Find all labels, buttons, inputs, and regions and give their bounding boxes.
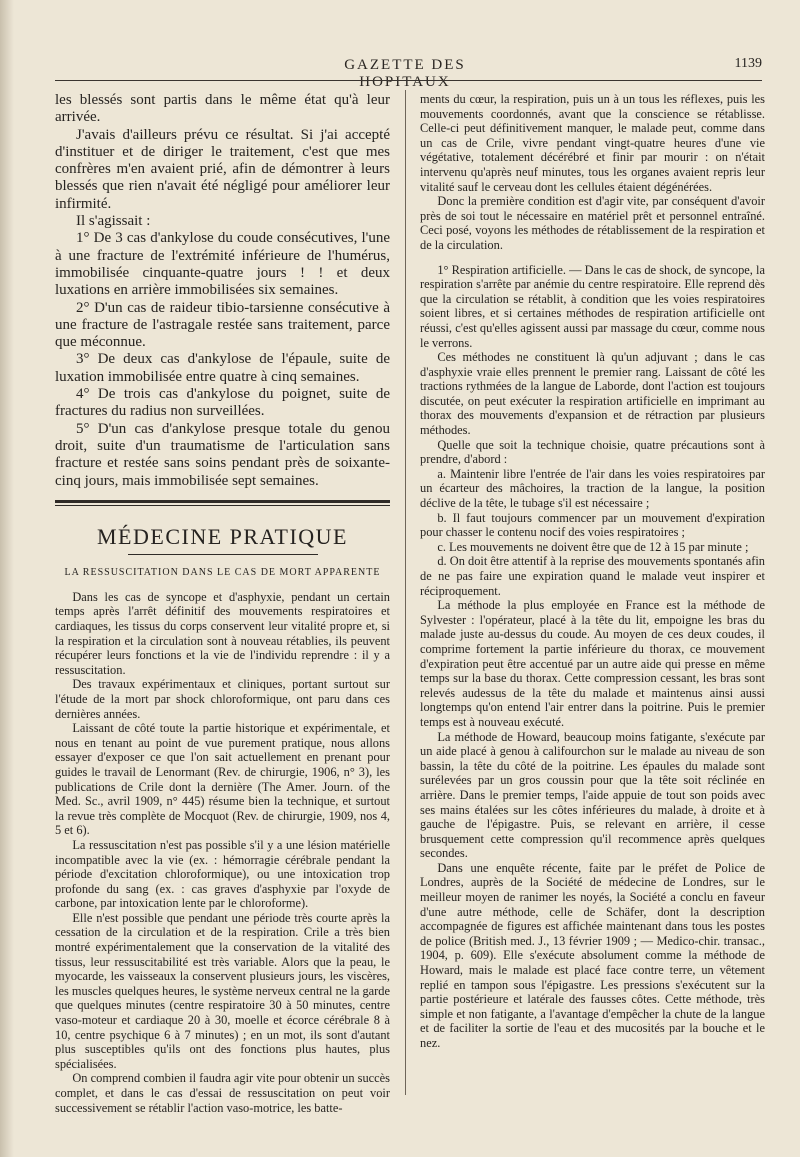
paragraph: Laissant de côté toute la partie historique et expérimentale, et nous en tenant au point de vue purement pratique, nous allons essayer d'exposer ce que l'on sait actuellement en prenant pour guides le travail de Lenormant (Rev. de chirurgie, 1906, n° 3), les publications de Crile dont la dernière (The Amer. Journ. of the Med. Sc., avril 1909, n° 445) résume bien la technique, et surtout la revue très complète de Mocquot (Rev. de chirurgie, 1909, nos 4, 5 et 6).: [55, 721, 390, 838]
paragraph: Il s'agissait :: [76, 213, 151, 230]
paragraph: Elle n'est possible que pendant une période très courte après la cessation de la circulation et de la respiration. Crile a très bien montré expérimentalement que la conservation de la vitalité des tissus, leur ressuscitabilité est très variable. Alors que la peau, le myocarde, les vaisseaux la conservent plusieurs jours, les viscères, les muscles quelques heures, le système nerveux central ne la garde que quelques minutes (centre respiratoire 30 à 50 minutes, centre vaso-moteur et cardiaque 20 à 30, moelle et écorce cérébrale 8 à 10, centre psychique 6 à 7 minutes) ; en un mot, ils sont d'autant plus susceptibles qu'ils ont des fonctions plus hautes, plus spécialisées.: [55, 910, 390, 1071]
left-column: [55, 92, 390, 1115]
paragraph: les blessés sont partis dans le même état qu'à leur arrivée.: [55, 92, 390, 126]
list-item: 3° De deux cas d'ankylose de l'épaule, suite de luxation immobilisée entre quatre à cinq semaines.: [55, 351, 390, 385]
list-item: d. On doit être attentif à la reprise des mouvements spontanés afin de ne pas faire une expiration quand le malade veut inspirer et réciproquement.: [420, 554, 765, 598]
list-item: 1° De 3 cas d'ankylose du coude consécutives, l'une à une fracture de l'extrémité inférieure de l'humérus, immobilisée cinquante-quatre jours ! ! et deux luxations en arrière immobilisées six semaines.: [55, 230, 390, 299]
list-item: 2° D'un cas de raideur tibio-tarsienne consécutive à une fracture de l'astragale restée sans traitement, parce que méconnue.: [55, 299, 390, 351]
list-item: b. Il faut toujours commencer par un mouvement d'expiration pour chasser le contenu nocif des voies respiratoires ;: [420, 510, 765, 540]
section-title: MÉDECINE PRATIQUE: [97, 523, 348, 549]
paragraph: ments du cœur, la respiration, puis un à un tous les réflexes, puis les mouvements coordonnés, avant que la conscience se rétablisse. Celle-ci peut définitivement manquer, le malade peut, comme dans un cas de Crile, vivre pendant vingt-quatre heures d'une vie végétative, totalement décérébré et finir par mourir : on n'était intervenu qu'après neuf minutes, tous les organes avaient repris leur vitalité sauf le cerveau dont les cellules étaient dégénérées.: [420, 92, 765, 194]
running-header-title: GAZETTE DES HOPITAUX: [344, 57, 466, 90]
article-subheading: LA RESSUSCITATION DANS LE CAS DE MORT APPARENTE: [64, 566, 381, 578]
section-divider-thin: [55, 505, 390, 506]
paragraph: 1° Respiration artificielle. — Dans le cas de shock, de syncope, la respiration s'arrête par anémie du centre respiratoire. Elle reprend dès que la circulation se rétablit, à condition que les voies respiratoires soient libres, et si certaines méthodes de respiration artificielle ont réussi, c'est qu'elles agissent aussi par massage du cœur, comme nous le verrons.: [420, 262, 765, 350]
paragraph: La ressuscitation n'est pas possible s'il y a une lésion matérielle incompatible avec la vie (ex. : hémorragie cérébrale pendant la période d'excitation chloroformique), ou une intoxication trop profonde du sang (ex. : cas graves d'asphyxie par l'oxyde de carbone, par intoxication lente par le chloroforme).: [55, 837, 390, 911]
paragraph: Donc la première condition est d'agir vite, par conséquent d'avoir près de soi tout le nécessaire en matériel prêt et personnel entraîné. Ceci posé, voyons les méthodes de rétablissement de la respiration et de la circulation.: [420, 194, 765, 252]
paragraph: On comprend combien il faudra agir vite pour obtenir un succès complet, et dans le cas d'essai de ressuscitation on peut voir successivement se rétablir l'action vaso-motrice, les batte-: [55, 1071, 390, 1115]
paragraph: Quelle que soit la technique choisie, quatre précautions sont à prendre, d'abord :: [420, 437, 765, 467]
paragraph: La méthode de Howard, beaucoup moins fatigante, s'exécute par un aide placé à genou à califourchon sur le malade au niveau de son bassin, la tête du côté de la poitrine. Les épaules du malade sont surélevées par un gros coussin pour que la tête soit réclinée en arrière. Dans le premier temps, l'aide appuie de tout son poids avec ses mains étalées sur les côtes inférieures du malade, à droite et à gauche de l'épigastre. Puis, se relevant en arrière, il cesse brusquement cette compression qu'il recommence après quelques secondes.: [420, 729, 765, 861]
paragraph: Ces méthodes ne constituent là qu'un adjuvant ; dans le cas d'asphyxie vraie elles prennent le premier rang. Laissant de côté les tractions rythmées de la langue de Laborde, dont l'action est toujours discutée, on peut exécuter la respiration artificielle en imprimant au thorax des mouvements d'expansion et de rétraction par plusieurs méthodes.: [420, 350, 765, 438]
paragraph: Dans les cas de syncope et d'asphyxie, pendant un certain temps après l'arrêt définitif des mouvements respiratoires et cardiaques, les tissus du corps conservent leur vitalité propre et, si la respiration et la circulation sont à nouveau rétablies, ils peuvent récupérer leurs fonctions et la vie de l'individu reprendre : il y a ressuscitation.: [55, 589, 390, 677]
page-edge-shadow: [0, 0, 14, 1157]
column-divider: [405, 90, 406, 1095]
list-item: 4° De trois cas d'ankylose du poignet, suite de fractures du radius non surveillées.: [55, 386, 390, 420]
header-rule: [55, 80, 762, 81]
right-column: [420, 92, 765, 1051]
section-title-underline: [128, 554, 318, 555]
paragraph: J'avais d'ailleurs prévu ce résultat. Si j'ai accepté d'instituer et de diriger le traitement, c'est que mes confrères m'en avaient prié, afin de démontrer à leurs blessés que rien n'avait été négligé pour améliorer leur infirmité.: [55, 126, 390, 212]
paragraph: Des travaux expérimentaux et cliniques, portant surtout sur l'étude de la mort par shock chloroformique, ont paru dans ces dernières années.: [55, 677, 390, 721]
paragraph: La méthode la plus employée en France est la méthode de Sylvester : l'opérateur, placé à la tête du lit, empoigne les bras du malade juste au-dessus du coude. Au moyen de ces deux coudes, il comprime fortement la partie inférieure du thorax, ce mouvement d'expiration peut être accentué par un autre aide qui presse en même temps sur la base du thorax. Cette compression cessant, les bras sont relevés audessus de la tête du malade et maintenus ainsi aussi longtemps qu'on entend l'air entrer dans la poitrine. Puis le premier temps est à nouveau exécuté.: [420, 598, 765, 729]
page-number: 1139: [734, 56, 762, 71]
list-item: c. Les mouvements ne doivent être que de 12 à 15 par minute ;: [437, 539, 749, 554]
section-divider-thick: [55, 500, 390, 503]
paragraph: Dans une enquête récente, faite par le préfet de Police de Londres, auprès de la Société de médecine de Londres, sur le meilleur moyen de ranimer les noyés, la Société a conclu en faveur d'une autre méthode, celle de Schäfer, dont la description accompagnée de figures est affichée maintenant dans tous les postes de police (British med. J., 13 février 1909 ; — Medico-chir. transac., 1904, p. 609). Elle s'exécute absolument comme la méthode de Howard, mais le malade est placé face contre terre, un vêtement replié en tampon sous l'épigastre. Les pressions s'exécutent sur la partie postérieure et latérale des fausses côtes. Cette méthode, très simple et non fatigante, a l'avantage d'empêcher la chute de la langue et de faciliter la sortie de l'eau et des mucosités par la bouche et le nez.: [420, 860, 765, 1050]
list-item: a. Maintenir libre l'entrée de l'air dans les voies respiratoires par un écarteur des mâchoires, la traction de la langue, la position déclive de la tête, le tubage s'il est nécessaire ;: [420, 466, 765, 511]
list-item: 5° D'un cas d'ankylose presque totale du genou droit, suite d'un traumatisme de l'articulation sans fracture et restée sans soins pendant près de soixante-cinq jours, mais immobilisée sept semaines.: [55, 420, 390, 489]
